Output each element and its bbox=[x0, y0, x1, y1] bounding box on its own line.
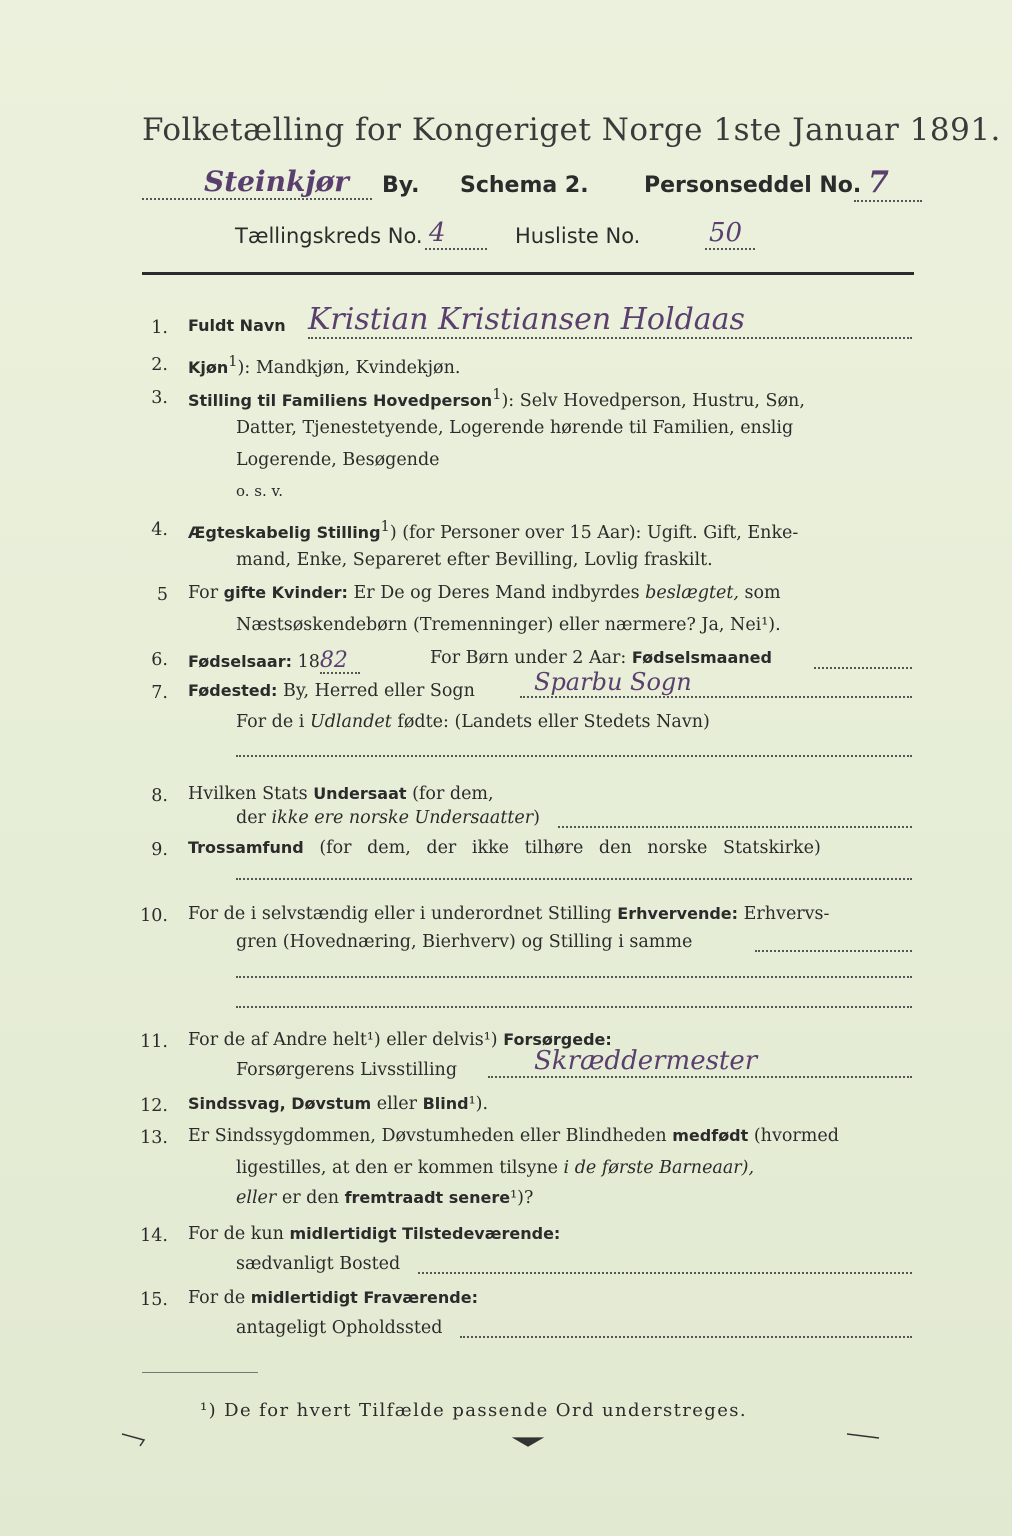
temporary-absent-text: For de bbox=[188, 1288, 246, 1308]
item-6-under2 bbox=[430, 650, 772, 668]
supporter-occupation-label: Forsørgerens Livsstilling bbox=[236, 1060, 458, 1080]
birth-year-prefix: 18 bbox=[297, 652, 320, 672]
probable-residence-blank bbox=[460, 1336, 912, 1338]
sex-options: ): Mandkjøn, Kvindekjøn. bbox=[237, 357, 461, 378]
personseddel-number: 7 bbox=[854, 165, 922, 202]
registration-mark-center-icon bbox=[510, 1432, 550, 1452]
temporary-present-text: For de kun bbox=[188, 1224, 284, 1244]
occupation-blank-1 bbox=[755, 950, 912, 952]
sex-label: Kjøn bbox=[188, 357, 229, 377]
congenital-text-e: ¹)? bbox=[510, 1188, 534, 1208]
item-3-number: 3. bbox=[151, 388, 168, 408]
item-12-number: 12. bbox=[140, 1096, 168, 1116]
item-7 bbox=[188, 683, 475, 701]
item-2-number: 2. bbox=[151, 355, 168, 375]
footnote-ref: 1 bbox=[492, 386, 502, 403]
supported-label: Forsørgede: bbox=[503, 1030, 612, 1049]
nationality-text-italic: ikke ere norske Undersaatter bbox=[271, 808, 534, 828]
item-4-number: 4. bbox=[151, 520, 168, 540]
congenital-text-c: ligestilles, at den er kommen tilsyne bbox=[236, 1158, 558, 1178]
footnote-ref: 1 bbox=[380, 518, 390, 535]
header-line-schema bbox=[142, 165, 922, 205]
nationality-text-c: der bbox=[236, 808, 266, 828]
header-divider bbox=[142, 272, 914, 275]
birthplace-label: Fødested: bbox=[188, 681, 278, 700]
birth-year-label: Fødselsaar: bbox=[188, 652, 292, 671]
item-12 bbox=[188, 1096, 488, 1114]
item-5 bbox=[188, 585, 781, 603]
occupation-label: Erhvervende: bbox=[617, 904, 739, 923]
abroad-text-italic: Udlandet bbox=[309, 712, 392, 732]
religion-blank bbox=[236, 878, 912, 880]
item-3 bbox=[188, 388, 805, 410]
disability-text-b: ¹). bbox=[468, 1094, 489, 1114]
usual-residence-label: sædvanligt Bosted bbox=[236, 1254, 401, 1274]
item-4 bbox=[188, 520, 798, 542]
item-5-question: Næstsøskendebørn (Tremenninger) eller nærmere? Ja, Nei¹). bbox=[236, 615, 781, 635]
marital-status-label: Ægteskabelig Stilling bbox=[188, 522, 381, 542]
blind-label: Blind bbox=[422, 1094, 469, 1113]
probable-residence-label: antageligt Opholdssted bbox=[236, 1318, 443, 1338]
schema-label: Schema 2. bbox=[460, 173, 589, 198]
form-title: Folketælling for Kongeriget Norge 1ste Januar 1891. bbox=[142, 112, 1001, 148]
item-5-text-italic: beslægtet, bbox=[645, 583, 739, 603]
taellingskreds-number: 4 bbox=[425, 218, 487, 250]
personseddel-label: Personseddel No. bbox=[644, 173, 862, 198]
item-8 bbox=[188, 786, 494, 804]
family-position-options-b: Datter, Tjenestetyende, Logerende hørende til Familien, enslig bbox=[236, 418, 794, 438]
supported-text-a: For de af Andre helt¹) eller delvis¹) bbox=[188, 1030, 498, 1050]
header-line-kreds bbox=[235, 218, 875, 254]
item-5-text-pre: For bbox=[188, 583, 219, 603]
item-5-text-a: Er De og Deres Mand indbyrdes bbox=[353, 583, 640, 603]
husliste-label: Husliste No. bbox=[515, 224, 641, 248]
item-9-number: 9. bbox=[151, 840, 168, 860]
item-5-text-b: som bbox=[744, 583, 781, 603]
occupation-text-c: gren (Hovednæring, Bierhverv) og Stilling i samme bbox=[236, 932, 693, 952]
congenital-text-italic: i de første Barneaar), bbox=[563, 1158, 755, 1178]
marital-status-options-b: mand, Enke, Separeret efter Bevilling, Lovlig fraskilt. bbox=[236, 550, 713, 570]
family-position-label: Stilling til Familiens Hovedperson bbox=[188, 390, 493, 410]
later-onset-label: fremtraadt senere bbox=[344, 1188, 511, 1207]
item-15 bbox=[188, 1290, 478, 1308]
nationality-label: Undersaat bbox=[313, 784, 407, 803]
marital-status-options-a: ) (for Personer over 15 Aar): Ugift. Gift, Enke- bbox=[389, 522, 799, 543]
item-14-number: 14. bbox=[140, 1226, 168, 1246]
item-5-number: 5 bbox=[156, 585, 168, 605]
congenital-label: medfødt bbox=[672, 1126, 749, 1145]
abroad-text-a: For de i bbox=[236, 712, 305, 732]
full-name-answer: Kristian Kristiansen Holdaas bbox=[308, 302, 912, 339]
item-9 bbox=[188, 840, 821, 858]
birthplace-text: By, Herred eller Sogn bbox=[283, 681, 475, 701]
abroad-blank bbox=[236, 755, 912, 757]
married-women-label: gifte Kvinder: bbox=[223, 583, 348, 602]
congenital-text-italic-2: eller bbox=[236, 1188, 277, 1208]
supporter-occupation-answer: Skræddermester bbox=[488, 1046, 912, 1078]
item-13-line3 bbox=[236, 1190, 533, 1208]
congenital-text-a: Er Sindssygdommen, Døvstumheden eller Blindheden bbox=[188, 1126, 667, 1146]
nationality-blank bbox=[558, 826, 912, 828]
town-handwritten: Steinkjør bbox=[142, 165, 372, 200]
abroad-text-b: fødte: (Landets eller Stedets Navn) bbox=[397, 712, 710, 732]
temporary-absent-label: midlertidigt Fraværende: bbox=[250, 1288, 478, 1307]
item-7-abroad bbox=[236, 714, 710, 732]
item-11-number: 11. bbox=[140, 1032, 168, 1052]
birthplace-answer: Sparbu Sogn bbox=[520, 668, 912, 698]
birth-month-label: Fødselsmaaned bbox=[631, 648, 772, 667]
footnote-ref: 1 bbox=[228, 353, 238, 370]
item-13-number: 13. bbox=[140, 1128, 168, 1148]
item-8-line2: der ikke ere norske Undersaatter) bbox=[236, 808, 540, 828]
item-6 bbox=[188, 650, 360, 674]
temporary-present-label: midlertidigt Tilstedeværende: bbox=[289, 1224, 561, 1243]
family-position-options-d: o. s. v. bbox=[236, 482, 283, 500]
item-13-line2 bbox=[236, 1160, 754, 1178]
family-position-options-a: ): Selv Hovedperson, Hustru, Søn, bbox=[501, 390, 805, 411]
congenital-text-b: (hvormed bbox=[753, 1126, 839, 1146]
item-6-number: 6. bbox=[151, 650, 168, 670]
occupation-text-b: Erhvervs- bbox=[743, 904, 830, 924]
disability-label: Sindssvag, Døvstum bbox=[188, 1094, 372, 1113]
nationality-text-b: (for dem, bbox=[412, 784, 494, 804]
registration-mark-right-icon bbox=[845, 1426, 885, 1446]
family-position-options-c: Logerende, Besøgende bbox=[236, 450, 440, 470]
usual-residence-blank bbox=[418, 1272, 912, 1274]
under-two-text: For Børn under 2 Aar: bbox=[430, 648, 627, 668]
item-14 bbox=[188, 1226, 560, 1244]
item-1-number: 1. bbox=[151, 318, 168, 338]
footnote-divider bbox=[142, 1372, 258, 1373]
nationality-text-a: Hvilken Stats bbox=[188, 784, 308, 804]
birth-year-answer: 82 bbox=[320, 650, 360, 674]
item-1 bbox=[188, 318, 286, 336]
occupation-blank-2 bbox=[236, 976, 912, 978]
item-13 bbox=[188, 1128, 839, 1146]
congenital-text-d: er den bbox=[281, 1188, 339, 1208]
religion-text: (for dem, der ikke tilhøre den norske Statskirke) bbox=[319, 838, 821, 858]
taellingskreds-label: Tællingskreds No. bbox=[235, 224, 423, 248]
occupation-blank-3 bbox=[236, 1006, 912, 1008]
disability-text-a: eller bbox=[376, 1094, 418, 1114]
item-15-number: 15. bbox=[140, 1290, 168, 1310]
husliste-number: 50 bbox=[705, 218, 755, 250]
by-label: By. bbox=[382, 173, 420, 198]
item-10 bbox=[188, 906, 829, 924]
religion-label: Trossamfund bbox=[188, 838, 304, 857]
registration-mark-left-icon bbox=[120, 1430, 150, 1450]
item-7-number: 7. bbox=[151, 683, 168, 703]
item-8-number: 8. bbox=[151, 786, 168, 806]
item-2 bbox=[188, 355, 460, 377]
full-name-label: Fuldt Navn bbox=[188, 316, 286, 335]
item-10-number: 10. bbox=[140, 906, 168, 926]
occupation-text-a: For de i selvstændig eller i underordnet Stilling bbox=[188, 904, 612, 924]
footnote: ¹) De for hvert Tilfælde passende Ord understreges. bbox=[200, 1400, 748, 1421]
